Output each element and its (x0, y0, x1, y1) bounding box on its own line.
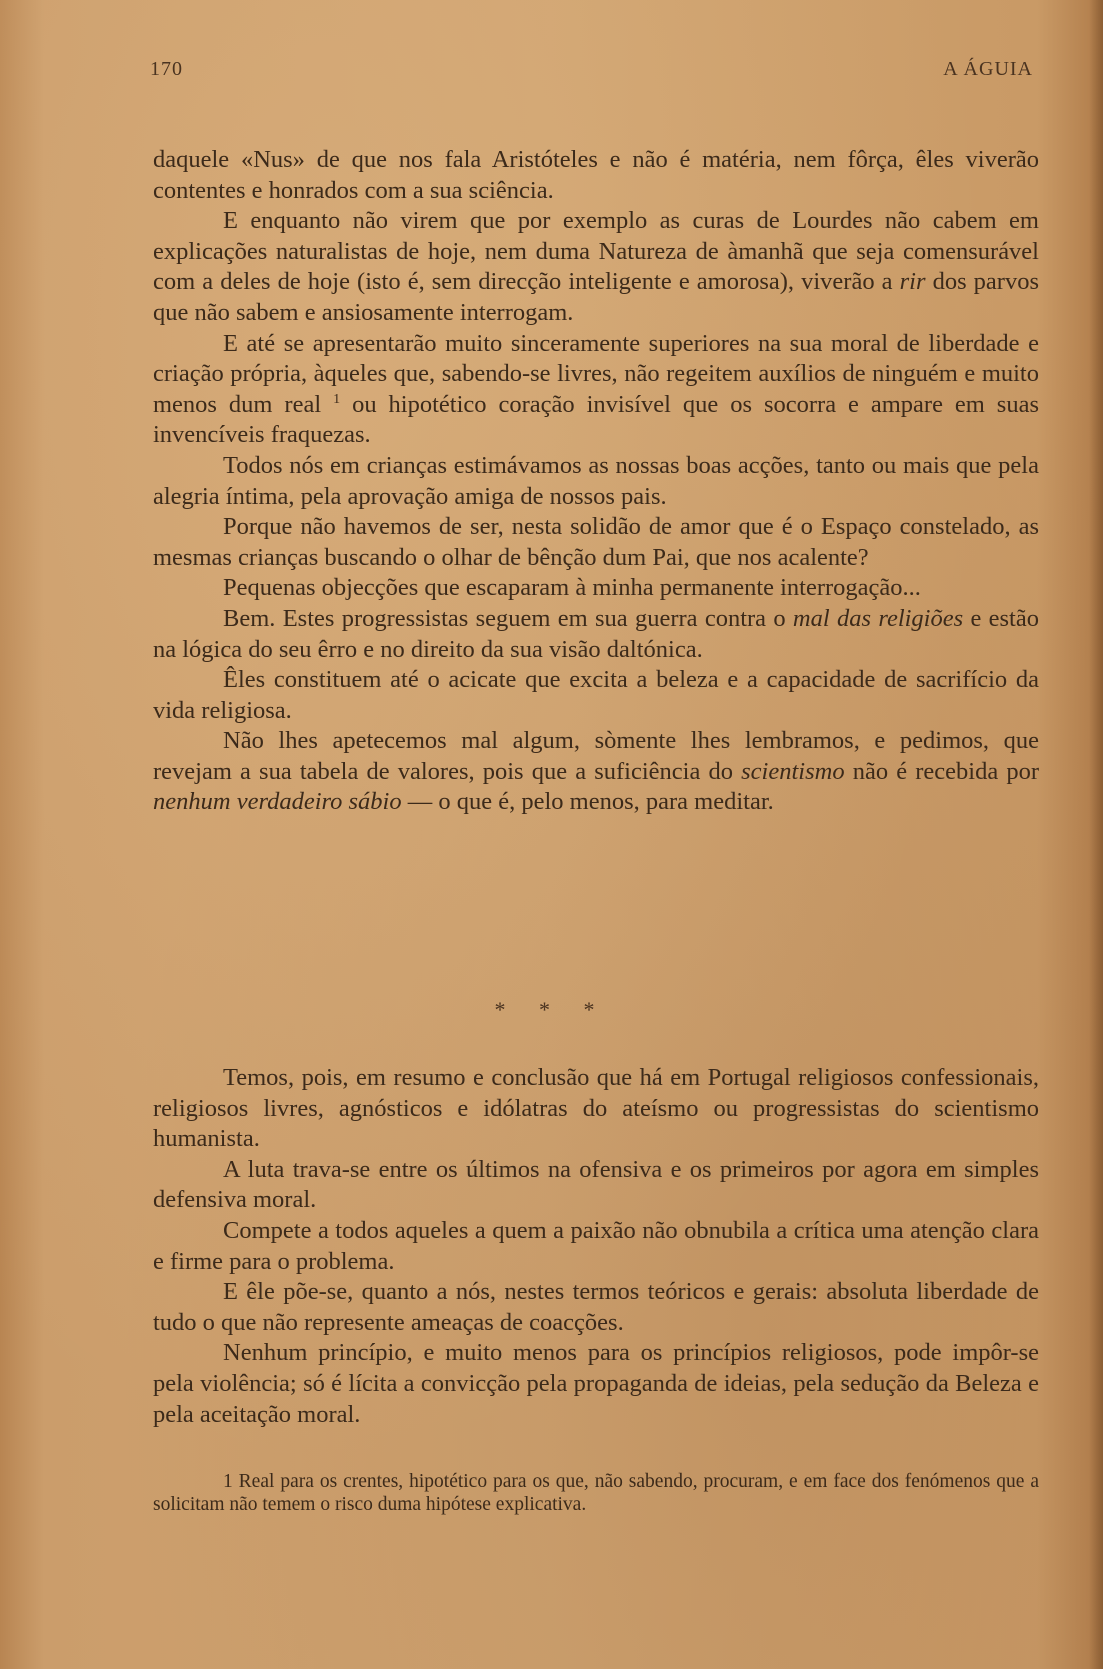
emphasis: mal das religiões (792, 604, 964, 632)
paragraph: A luta trava-se entre os últimos na ofensiva e os primeiros por agora em simples defensiva moral. (153, 1155, 1039, 1214)
main-text-section-1 (153, 145, 1039, 818)
paragraph: daquele «Nus» de que nos fala Aristóteles e não é matéria, nem fôrça, êles viverão contentes e honrados com a sua sciência. (153, 146, 1039, 204)
paragraph: Porque não havemos de ser, nesta solidão de amor que é o Espaço constelado, as mesmas crianças buscando o olhar de bênção dum Pai, que nos acalente? (153, 513, 1039, 571)
paragraph: Todos nós em crianças estimávamos as nossas boas acções, tanto ou mais que pela alegria íntima, pela aprovação amiga de nossos pais. (153, 451, 1039, 510)
paragraph: E até se apresentarão muito sinceramente superiores na sua moral de liberdade e criação própria, àqueles que, sabendo-se livres, não regeitem auxílios de ninguém e muito menos dum real $^1$ ou hipotético coração invisível que os socorra e ampare em suas invencíveis fraquezas. (153, 329, 1039, 449)
paragraph: E êle põe-se, quanto a nós, nestes termos teóricos e gerais: absoluta liberdade de tudo o que não represente ameaças de coacções. (153, 1278, 1039, 1336)
paragraph: Não lhes apetecemos mal algum, sòmente lhes lembramos, e pedimos, que revejam a sua tabela de valores, pois que a suficiência do scientismo não é recebida por nenhum verdadeiro sábio — o que é, pelo menos, para meditar. (153, 727, 1039, 816)
emphasis: nenhum verdadeiro sábio (153, 788, 402, 816)
footnote-number: 1 (223, 1471, 233, 1492)
page-header (150, 58, 1033, 88)
footnote-reference: 1 (333, 391, 341, 407)
footnote (153, 1470, 1039, 1516)
main-text-section-2 (153, 1063, 1039, 1430)
footnote-text: Real para os crentes, hipotético para os que, não sabendo, procuram, e em face dos fenómenos que a solicitam não temem o risco duma hipótese explicativa. (153, 1471, 1039, 1515)
paragraph: Compete a todos aqueles a quem a paixão não obnubila a crítica uma atenção clara e firme para o problema. (153, 1216, 1039, 1275)
section-separator: * * * (494, 997, 609, 1022)
emphasis: rir (899, 268, 926, 296)
page-edge-shadow (1089, 0, 1103, 1669)
paragraph: Pequenas objecções que escaparam à minha permanente interrogação... (223, 574, 921, 602)
paragraph: Temos, pois, em resumo e conclusão que há em Portugal religiosos confessionais, religiosos livres, agnósticos e idólatras do ateísmo ou progressistas do scientismo humanista. (153, 1064, 1039, 1153)
paragraph: Êles constituem até o acicate que excita a beleza e a capacidade de sacrifício da vida religiosa. (153, 666, 1039, 724)
emphasis: scientismo (741, 757, 845, 785)
paragraph: Nenhum princípio, e muito menos para os princípios religiosos, pode impôr-se pela violência; só é lícita a convicção pela propaganda de ideias, pela sedução da Beleza e pela aceitação moral. (153, 1339, 1039, 1428)
paragraph: E enquanto não virem que por exemplo as curas de Lourdes não cabem em explicações naturalistas de hoje, nem duma Natureza de àmanhã que seja comensurável com a deles de hoje (isto é, sem direcção inteligente e amorosa), viverão a rir dos parvos que não sabem e ansiosamente interrogam. (153, 207, 1039, 326)
paragraph: Bem. Estes progressistas seguem em sua guerra contra o mal das religiões e estão na lógica do seu êrro e no direito da sua visão daltónica. (153, 604, 1039, 663)
running-title: A ÁGUIA (943, 58, 1033, 80)
page-number: 170 (150, 58, 183, 80)
